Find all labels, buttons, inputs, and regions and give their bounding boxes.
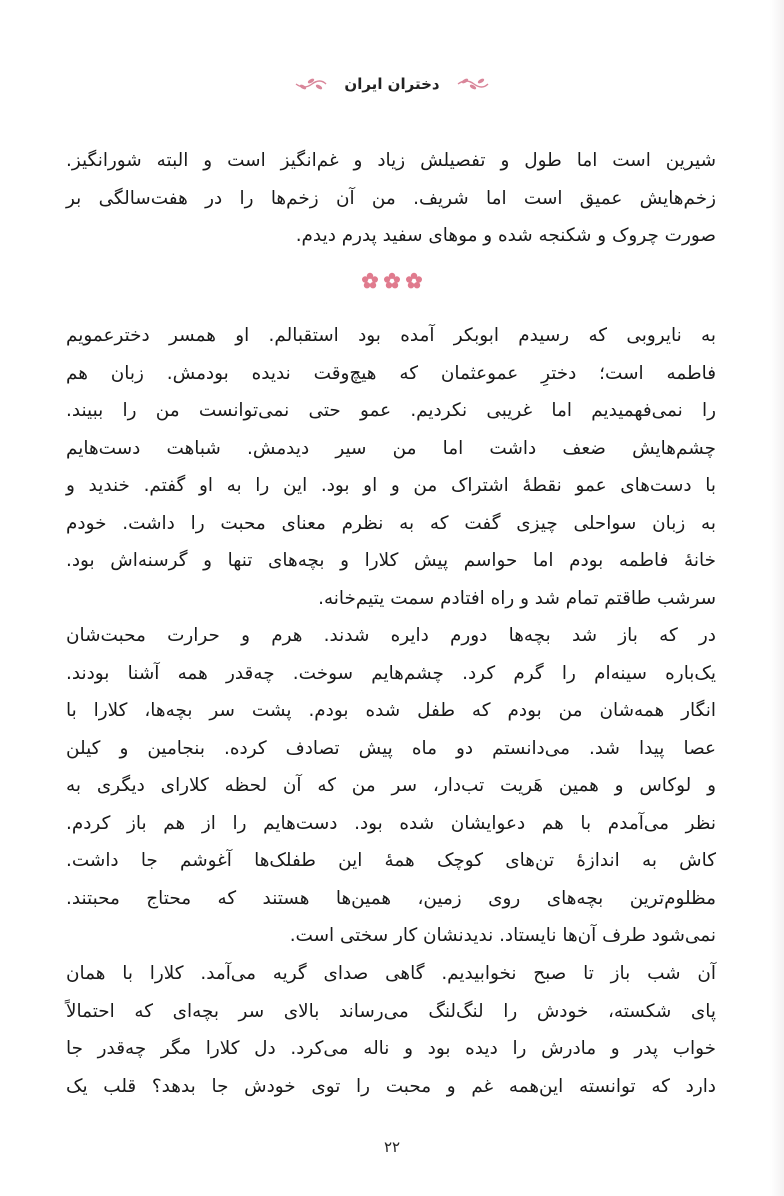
text-line: کاش به اندازهٔ تن‌های کوچک همهٔ این طفلک‌ها آغوشم جا داشت.: [66, 850, 716, 871]
text-line: مظلوم‌ترین بچه‌های روی زمین، همین‌ها هستند که محتاج محبتند.: [66, 887, 716, 909]
header-title: دختران ایران: [344, 75, 440, 93]
paragraph-4: [66, 955, 716, 1105]
text-line: دارد که توانسته این‌همه غم و محبت را توی خودش جا بدهد؟ قلب یک: [66, 1075, 716, 1097]
flower-icon: [405, 272, 423, 290]
paragraph-3: [66, 617, 716, 955]
paragraph-1: [66, 142, 716, 255]
text-line: پای شکسته، خودش را لنگ‌لنگ می‌رساند بالای سر بچه‌ای که احتمالاً: [66, 1000, 716, 1022]
section-divider: [0, 272, 784, 294]
running-header: [0, 66, 784, 102]
vine-ornament-icon: [456, 76, 490, 92]
paragraph-2: [66, 317, 716, 617]
text-line: صورت چروک و شکنجه شده و موهای سفید پدرم دیدم.: [295, 225, 716, 246]
text-line: فاطمه است؛ دخترِ عموعثمان که هیچ‌وقت ندیده بودمش. زبان هم: [66, 362, 716, 384]
flower-icon: [361, 272, 379, 290]
text-line: به نایروبی که رسیدم ابوبکر آمده بود استقبالم. او همسر دخترعمویم: [66, 325, 716, 346]
text-line: شیرین است اما طول و تفصیلش زیاد و غم‌انگیز است و البته شورانگیز.: [66, 150, 716, 171]
text-line: سرشب طاقتم تمام شد و راه افتادم سمت یتیم‌خانه.: [318, 587, 716, 609]
text-line: با دست‌های عمو نقطهٔ اشتراک من و او بود. این را به او گفتم. خندید و: [66, 475, 716, 496]
text-line: به زبان سواحلی چیزی گفت که به نظرم معنای محبت را داشت. خودم: [66, 512, 716, 534]
flower-icon: [383, 272, 401, 290]
vine-ornament-icon: [294, 76, 328, 92]
text-line: عصا پیدا شد. می‌دانستم دو ماه پیش تصادف کرده. بنجامین و کیلن: [66, 737, 716, 759]
text-line: در که باز شد بچه‌ها دورم دایره شدند. هرم و حرارت محبت‌شان: [66, 625, 716, 646]
text-line: را نمی‌فهمیدیم اما غریبی نکردیم. عمو حتی نمی‌توانست من را ببیند.: [66, 400, 716, 421]
text-line: و لوکاس و همین هَریت تب‌دار، سر من که آن لحظه کلارای دیگری به: [66, 775, 716, 796]
text-line: نظر می‌آمدم با هم دعوایشان شده بود. دست‌هایم را از هم باز کردم.: [66, 812, 716, 834]
page-edge: [770, 0, 784, 1196]
text-line: خواب پدر و مادرش را دیده بود و ناله می‌کرد. دل کلارا مگر چه‌قدر جا: [66, 1038, 716, 1059]
text-line: یک‌باره سینه‌ام را گرم کرد. چشم‌هایم سوخت. چه‌قدر همه آشنا بودند.: [66, 662, 716, 684]
text-line: آن شب باز تا صبح نخوابیدیم. گاهی صدای گریه می‌آمد. کلارا با همان: [66, 963, 716, 984]
text-line: خانهٔ فاطمه بودم اما حواسم پیش کلارا و بچه‌های تنها و گرسنه‌اش بود.: [66, 550, 716, 571]
text-line: انگار همه‌شان من بودم که طفل شده بودم. پشت سر بچه‌ها، کلارا با: [66, 700, 716, 721]
page-number: ۲۲: [383, 1138, 401, 1156]
text-line: نمی‌شود طرف آن‌ها نایستاد. ندیدنشان کار سختی است.: [289, 925, 716, 946]
text-line: چشم‌هایش ضعف داشت اما من سیر دیدمش. شباهت دست‌هایم: [66, 437, 716, 459]
text-line: زخم‌هایش عمیق است اما شریف. من آن زخم‌ها را در هفت‌سالگی بر: [66, 187, 716, 209]
